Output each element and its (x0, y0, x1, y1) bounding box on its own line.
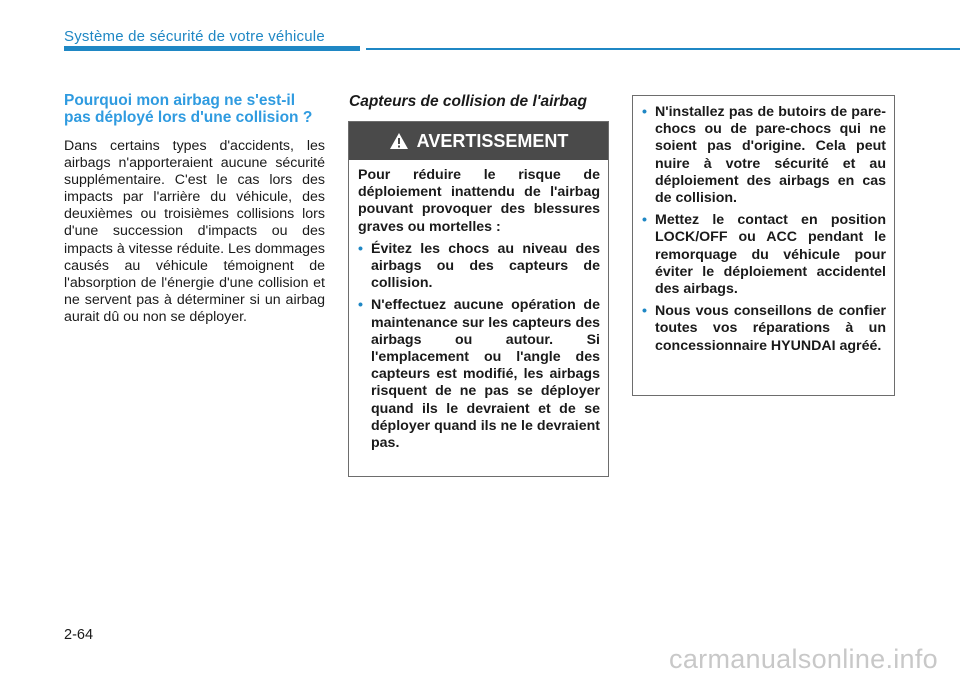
list-item: • N'installez pas de butoirs de pare-chocs ou de pare-chocs qui ne soient pas d'origine. Cela peut nuire à votre sécurité et au déploiement des airbags en cas de collision. (642, 104, 886, 207)
section-title: Pourquoi mon airbag ne s'est-il pas déployé lors d'une collision ? (64, 92, 313, 126)
warning-intro: Pour réduire le risque de déploiement inattendu de l'airbag pouvant provoquer des blessures graves ou mortelles : (358, 167, 600, 235)
bullet-icon: • (642, 303, 647, 320)
bullet-icon: • (642, 212, 647, 229)
header-rule (366, 48, 960, 50)
bullet-icon: • (642, 104, 647, 120)
list-item: • N'effectuez aucune opération de maintenance sur les capteurs des airbags ou autour. Si l'emplacement ou l'angle des capteurs est modifié, les airbags risquent de ne pas se déployer quand ils le devraient et de se déployer quand ils ne le devraient pas. (358, 297, 600, 452)
warning-header (349, 122, 608, 160)
warning-list (358, 241, 600, 452)
warning-continued-box (632, 95, 895, 396)
page-number: 2-64 (64, 627, 94, 643)
list-item: • Nous vous conseillons de confier toutes vos réparations à un concessionnaire HYUNDAI agréé. (642, 303, 886, 354)
header (64, 28, 325, 45)
chapter-title: Système de sécurité de votre véhicule (64, 28, 325, 45)
warning-triangle-icon (389, 132, 409, 150)
column-left (64, 92, 325, 326)
bullet-icon: • (358, 240, 363, 257)
sensors-title: Capteurs de collision de l'airbag (349, 93, 587, 110)
continued-list (642, 104, 886, 355)
watermark: carmanualsonline.info (669, 644, 938, 674)
warning-box (348, 121, 609, 477)
warning-body (349, 160, 608, 452)
section-body: Dans certains types d'accidents, les airbags n'apporteraient aucune sécurité supplémentaire. C'est le cas lors des impacts par l'arrière du véhicule, des deuxièmes ou troisièmes collisions lors d'une succession d'impacts ou des impacts à vitesse réduite. Les dommages causés au véhicule témoignent de l'absorption de l'énergie d'une collision et ne servent pas à déterminer si un airbag aurait dû ou non se déployer. (64, 138, 326, 325)
warning-label: AVERTISSEMENT (416, 130, 569, 151)
header-accent-bar (64, 46, 360, 51)
list-item: • Mettez le contact en position LOCK/OFF ou ACC pendant le remorquage du véhicule pour éviter le déploiement accidentel des airbags. (642, 212, 886, 298)
bullet-icon: • (358, 297, 363, 314)
list-item: • Évitez les chocs au niveau des airbags ou des capteurs de collision. (358, 240, 600, 292)
